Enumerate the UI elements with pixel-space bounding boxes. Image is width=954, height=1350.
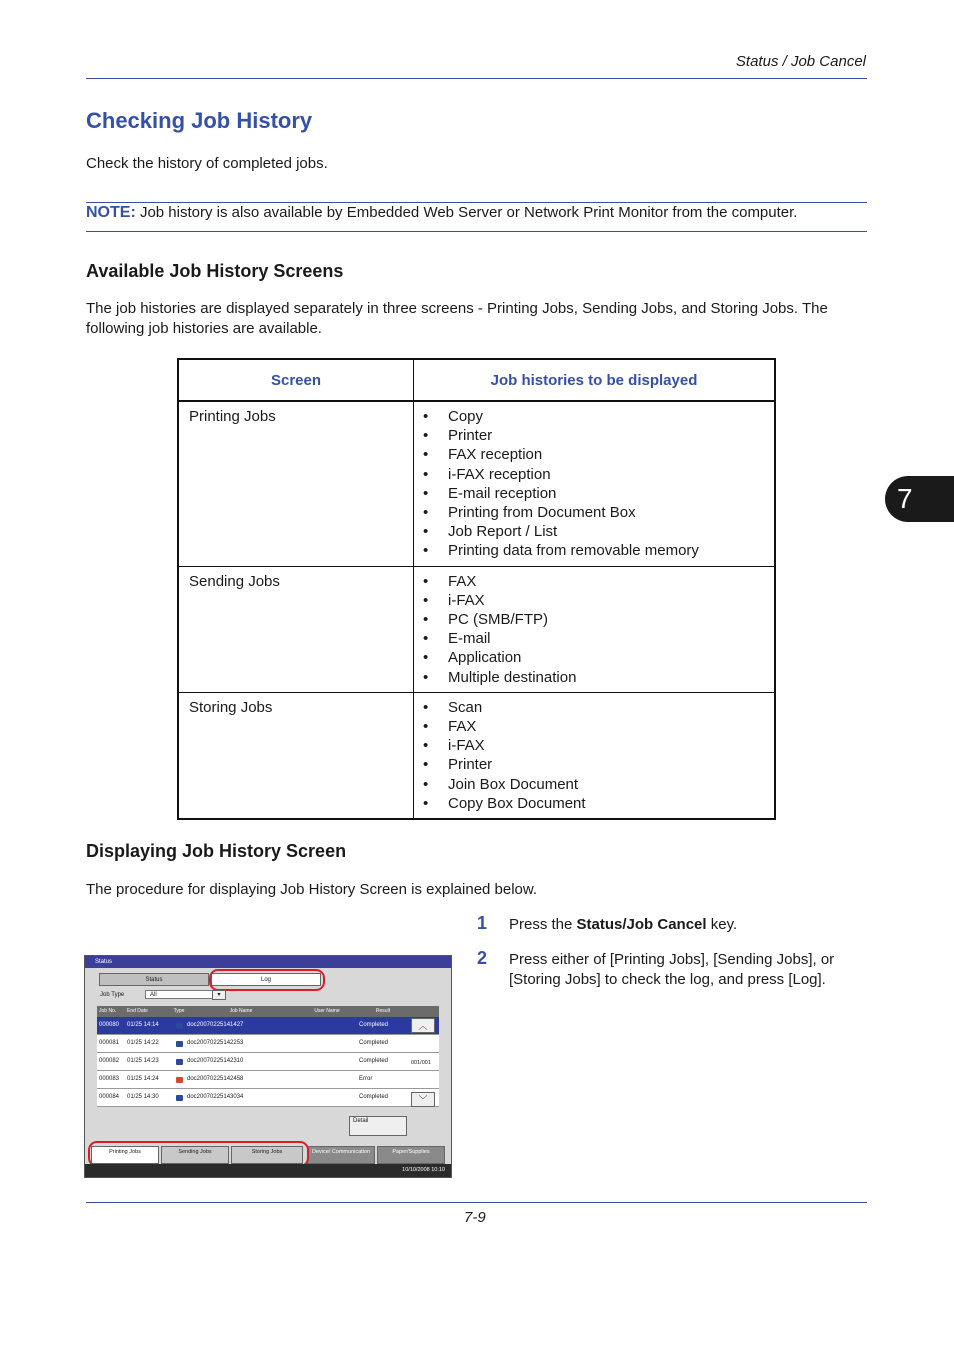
list-item (422, 648, 766, 667)
job-type-label: Job Type (100, 992, 125, 998)
cell-type-icon (171, 1035, 187, 1052)
table-row (178, 566, 775, 692)
scroll-down-icon[interactable]: ﹀ (411, 1092, 435, 1107)
list-item (422, 775, 766, 794)
step-2-number: 2 (477, 948, 488, 968)
table-row[interactable] (97, 1053, 439, 1071)
list-item-text: Join Box Document (448, 775, 579, 793)
header-rule (86, 78, 867, 79)
list-item (422, 541, 766, 560)
list-item-text: Application (448, 649, 522, 667)
error-job-icon (176, 1077, 183, 1083)
list-item-text: E-mail reception (448, 484, 557, 502)
page-number: 7-9 (464, 1209, 486, 1226)
step-1-pre: Press the (509, 916, 577, 933)
sending-jobs-tab[interactable]: Sending Jobs (161, 1146, 229, 1164)
job-type-icon (176, 1095, 183, 1101)
cell-job-no: 000081 (99, 1040, 120, 1046)
cell-type-icon (171, 1053, 187, 1070)
bullet: • (423, 630, 429, 648)
list-item (422, 503, 766, 522)
bullet: • (423, 649, 429, 667)
job-history-table (177, 358, 776, 820)
available-paragraph-line-1: The job histories are displayed separately in three screens - Printing Jobs, Sending Jobs, and Storing Jobs. The (86, 300, 828, 317)
list-item (422, 668, 766, 687)
list-item (422, 698, 766, 717)
cell-user-name (295, 1053, 359, 1070)
cell-type-icon (171, 1017, 187, 1034)
table-row[interactable] (97, 1089, 439, 1107)
log-tab[interactable]: Log (211, 973, 321, 986)
col-user-name: User Name (314, 1008, 340, 1014)
list-item (422, 572, 766, 591)
step-2-line-1: Press either of [Printing Jobs], [Sending Jobs], or (509, 951, 835, 968)
cell-job-no: 000084 (99, 1094, 120, 1100)
table-row (178, 692, 775, 819)
screen-title-bar: Status (85, 956, 451, 968)
bullet: • (423, 794, 429, 812)
table-row[interactable] (97, 1071, 439, 1089)
cell-result: Completed (359, 1094, 389, 1100)
cell-job-name: doc20070225143034 (187, 1094, 244, 1100)
footer-rule (86, 1202, 867, 1203)
table-cell-screen: Printing Jobs (178, 401, 414, 566)
list-item-text: Printer (448, 427, 493, 445)
detail-button[interactable]: Detail (349, 1116, 407, 1136)
list-item-text: Multiple destination (448, 668, 577, 686)
bullet: • (423, 591, 429, 609)
list-item (422, 445, 766, 464)
table-row (178, 401, 775, 566)
list-item-text: Printer (448, 756, 493, 774)
cell-user-name (295, 1071, 359, 1088)
list-item (422, 717, 766, 736)
list-item-text: FAX (448, 572, 477, 590)
bullet: • (423, 611, 429, 629)
bullet: • (423, 446, 429, 464)
table-row[interactable] (97, 1035, 439, 1053)
bullet: • (423, 523, 429, 541)
list-item (422, 629, 766, 648)
cell-result: Error (359, 1076, 373, 1082)
col-job-no: Job No. (99, 1008, 117, 1014)
cell-type-icon (171, 1089, 187, 1106)
list-item-text: Scan (448, 698, 483, 716)
list-item-text: FAX reception (448, 446, 543, 464)
cell-user-name (295, 1017, 359, 1034)
printing-jobs-tab[interactable]: Printing Jobs (91, 1146, 159, 1164)
step-2-text (509, 950, 834, 990)
log-highlight-ring (209, 969, 325, 991)
bullet: • (423, 756, 429, 774)
table-cell-screen: Storing Jobs (178, 692, 414, 819)
bullet: • (423, 572, 429, 590)
table-cell-histories (414, 401, 776, 566)
job-type-icon (176, 1023, 183, 1029)
col-job-name: Job Name (229, 1008, 253, 1014)
cell-job-name: doc20070225142310 (187, 1058, 244, 1064)
cell-end-date: 01/25 14:24 (127, 1076, 159, 1082)
bullet: • (423, 718, 429, 736)
section-heading-available: Available Job History Screens (86, 261, 344, 281)
bullet: • (423, 465, 429, 483)
list-item (422, 794, 766, 813)
col-type: Type (173, 1008, 185, 1014)
note-rule-bottom (86, 231, 867, 232)
step-2-line-2: [Storing Jobs] to check the log, and press [Log]. (509, 971, 826, 988)
note-text: Job history is also available by Embedded Web Server or Network Print Monitor from the computer. (139, 204, 798, 221)
list-item-text: i-FAX (448, 737, 485, 755)
cell-end-date: 01/25 14:30 (127, 1094, 159, 1100)
bullet: • (423, 775, 429, 793)
list-item-text: i-FAX (448, 591, 485, 609)
available-paragraph (86, 299, 828, 339)
running-header: Status / Job Cancel (735, 53, 866, 70)
page-indicator: 001/001 (411, 1060, 431, 1066)
storing-jobs-tab[interactable]: Storing Jobs (231, 1146, 303, 1164)
list-item-text: i-FAX reception (448, 465, 551, 483)
list-item (422, 591, 766, 610)
table-cell-histories (414, 566, 776, 692)
list-item (422, 407, 766, 426)
col-end-date: End Date (127, 1008, 148, 1014)
list-item-text: Copy Box Document (448, 794, 586, 812)
list-item (422, 610, 766, 629)
cell-job-no: 000082 (99, 1058, 120, 1064)
note (86, 204, 797, 222)
status-footer (85, 1164, 451, 1177)
device-screenshot (84, 955, 452, 1178)
cell-end-date: 01/25 14:23 (127, 1058, 159, 1064)
list-item-text: Copy (448, 408, 484, 425)
step-1-text (509, 915, 737, 935)
paper-supplies-tab[interactable]: Paper/Supplies (377, 1146, 445, 1164)
list-item (422, 426, 766, 445)
bullet: • (423, 698, 429, 716)
col-result: Result (375, 1008, 391, 1014)
cell-end-date: 01/25 14:14 (127, 1022, 159, 1028)
list-item (422, 484, 766, 503)
table-header-histories: Job histories to be displayed (414, 359, 776, 401)
job-type-icon (176, 1041, 183, 1047)
cell-type-icon (171, 1071, 187, 1088)
step-1-post: key. (706, 916, 738, 933)
bullet: • (423, 427, 429, 445)
list-item (422, 522, 766, 541)
cell-end-date: 01/25 14:22 (127, 1040, 159, 1046)
cell-result: Completed (359, 1022, 389, 1028)
bullet: • (423, 542, 429, 560)
bullet: • (423, 737, 429, 755)
page-title: Checking Job History (86, 108, 313, 133)
list-item-text: Printing data from removable memory (448, 542, 699, 560)
cell-job-name: doc20070225142253 (187, 1040, 244, 1046)
step-1-key: Status/Job Cancel (576, 916, 707, 933)
available-paragraph-line-2: following job histories are available. (86, 320, 322, 337)
scroll-up-icon[interactable]: ︿ (411, 1018, 435, 1033)
table-header-screen: Screen (178, 359, 414, 401)
cell-result: Completed (359, 1058, 389, 1064)
chapter-tab: 7 (885, 476, 954, 522)
step-1-number: 1 (477, 913, 488, 933)
table-row[interactable] (97, 1017, 439, 1035)
section-heading-displaying: Displaying Job History Screen (86, 841, 347, 861)
list-item-text: PC (SMB/FTP) (448, 611, 548, 629)
job-type-icon (176, 1059, 183, 1065)
list-item-text: FAX (448, 718, 477, 736)
note-label: NOTE: (86, 204, 136, 221)
cell-job-no: 000080 (99, 1022, 120, 1028)
bullet: • (423, 668, 429, 686)
job-type-select[interactable]: All (145, 990, 213, 999)
list-item-text: E-mail (448, 630, 491, 648)
device-communication-tab[interactable]: Device/ Communication (307, 1146, 375, 1164)
footer-datetime: 10/10/2008 10:10 (402, 1167, 445, 1173)
list-item (422, 465, 766, 484)
cell-user-name (295, 1089, 359, 1106)
table-cell-screen: Sending Jobs (178, 566, 414, 692)
cell-result: Completed (359, 1040, 389, 1046)
log-grid (97, 1006, 439, 1107)
cell-job-name: doc20070225141427 (187, 1022, 244, 1028)
log-grid-header (97, 1006, 439, 1017)
bullet: • (423, 484, 429, 502)
note-rule-top (86, 202, 867, 203)
table-cell-histories (414, 692, 776, 819)
bullet: • (423, 504, 429, 522)
intro-text: Check the history of completed jobs. (86, 155, 328, 172)
cell-user-name (295, 1035, 359, 1052)
cell-job-no: 000083 (99, 1076, 120, 1082)
list-item (422, 736, 766, 755)
status-tab[interactable]: Status (99, 973, 209, 986)
list-item-text: Printing from Document Box (448, 504, 636, 522)
displaying-paragraph: The procedure for displaying Job History Screen is explained below. (86, 881, 538, 898)
list-item (422, 755, 766, 774)
list-item-text: Job Report / List (448, 523, 558, 541)
job-type-dropdown-chevron-icon[interactable]: ▾ (212, 990, 226, 1000)
cell-job-name: doc20070225142458 (187, 1076, 244, 1082)
bullet: • (423, 408, 429, 425)
